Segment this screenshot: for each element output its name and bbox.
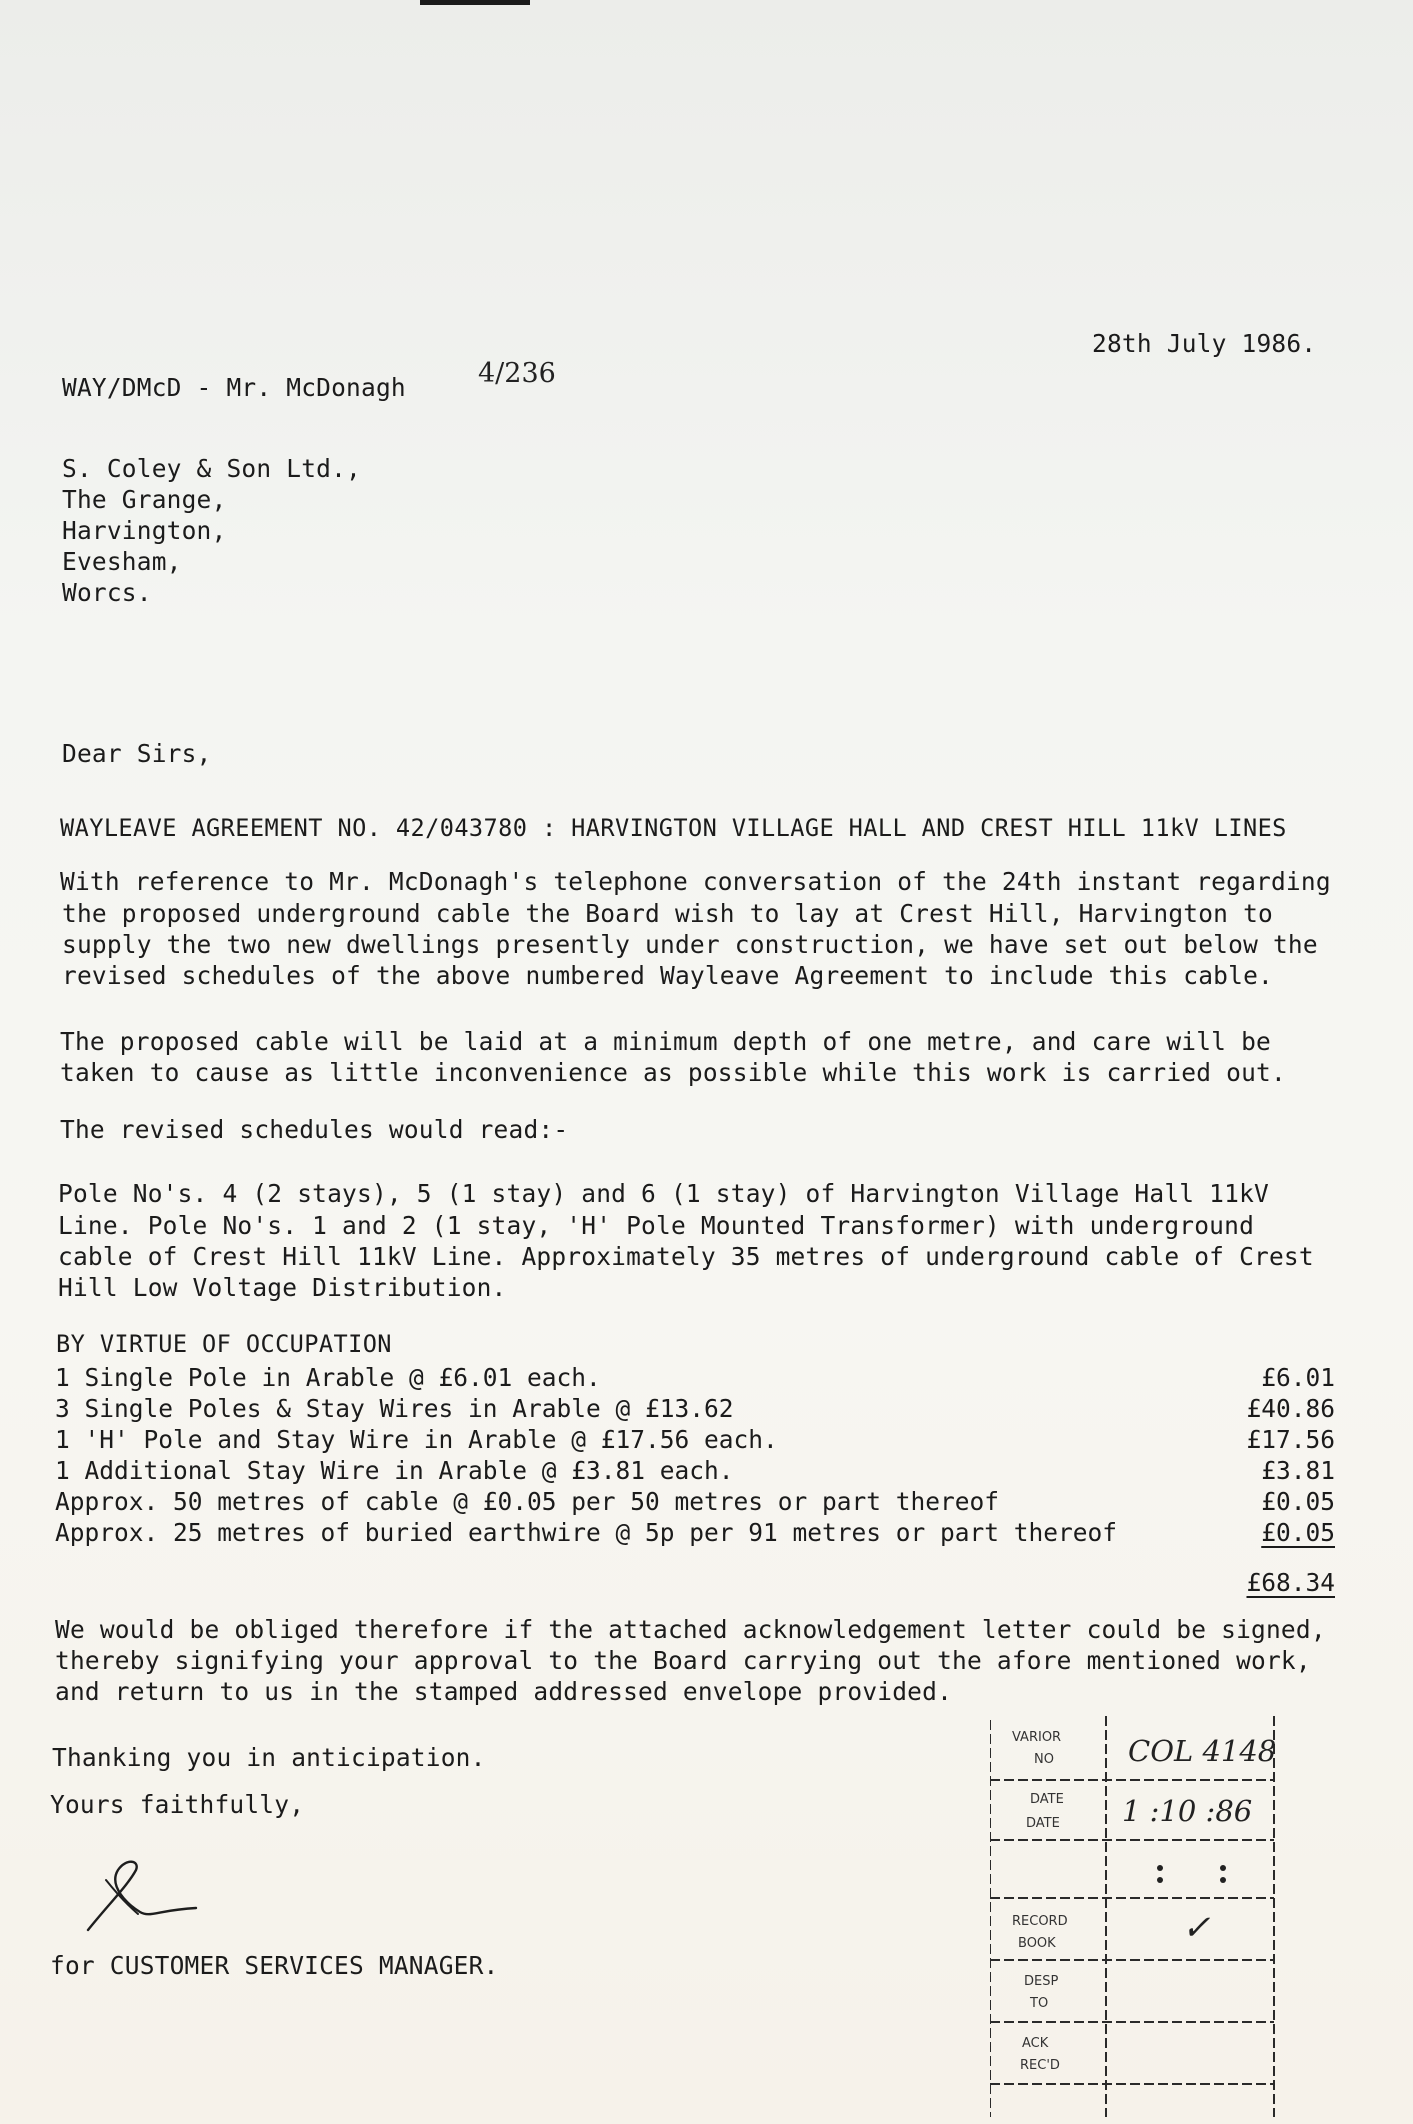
schedule-item: 1 'H' Pole and Stay Wire in Arable @ £17.56 each. <box>55 1425 778 1454</box>
paragraph-line: Line. Pole No's. 1 and 2 (1 stay, 'H' Pole Mounted Transformer) with underground <box>58 1211 1255 1240</box>
signature-image <box>78 1850 208 1940</box>
address-line: Worcs. <box>62 578 152 607</box>
letter-date: 28th July 1986. <box>1092 329 1317 358</box>
address-line: Evesham, <box>62 547 182 576</box>
stamp-label: RECORD <box>1012 1914 1068 1929</box>
paragraph-line: cable of Crest Hill 11kV Line. Approximately 35 metres of underground cable of Crest <box>58 1242 1314 1271</box>
stamp-blank-colon <box>1220 1877 1226 1883</box>
salutation: Dear Sirs, <box>62 739 212 768</box>
paragraph-line: the proposed underground cable the Board wish to lay at Crest Hill, Harvington to <box>62 899 1273 928</box>
paragraph-schedules-intro: The revised schedules would read:- <box>60 1115 569 1144</box>
file-number: 4/236 <box>478 358 556 389</box>
closing-thanks: Thanking you in anticipation. <box>52 1743 486 1772</box>
schedule-amount: £40.86 <box>1246 1394 1335 1423</box>
closing-yours: Yours faithfully, <box>50 1790 305 1819</box>
stamp-label: DATE <box>1030 1792 1064 1807</box>
stamp-date: 1 :10 :86 <box>1122 1794 1253 1828</box>
paragraph-line: Pole No's. 4 (2 stays), 5 (1 stay) and 6 (1 stay) of Harvington Village Hall 11kV <box>58 1179 1269 1208</box>
schedule-total-row <box>55 1567 1335 1598</box>
schedule-item: 3 Single Poles & Stay Wires in Arable @ £13.62 <box>55 1394 734 1423</box>
paragraph-line: supply the two new dwellings presently under construction, we have set out below the <box>62 930 1318 959</box>
signature-block: for CUSTOMER SERVICES MANAGER. <box>50 1951 499 1980</box>
stamp-blank-colon <box>1157 1877 1163 1883</box>
paragraph-line: thereby signifying your approval to the Board carrying out the afore mentioned work, <box>55 1646 1311 1675</box>
stamp-blank-colon <box>1220 1865 1226 1871</box>
paragraph-line: and return to us in the stamped addressed envelope provided. <box>55 1677 953 1706</box>
schedule-amount: £0.05 <box>1261 1518 1335 1547</box>
schedule-amount: £3.81 <box>1261 1456 1335 1485</box>
registry-stamp <box>990 1712 1280 2122</box>
stamp-label: DESP <box>1024 1974 1059 1989</box>
schedule-item: 1 Additional Stay Wire in Arable @ £3.81 each. <box>55 1456 734 1485</box>
address-line: Harvington, <box>62 516 227 545</box>
paragraph-line: taken to cause as little inconvenience as possible while this work is carried out. <box>60 1058 1286 1087</box>
stamp-label: BOOK <box>1018 1936 1056 1951</box>
paragraph-line: We would be obliged therefore if the attached acknowledgement letter could be signed, <box>55 1615 1326 1644</box>
schedule-amount: £17.56 <box>1246 1425 1335 1454</box>
schedule-amount: £6.01 <box>1261 1363 1335 1392</box>
schedule-row <box>55 1362 1335 1393</box>
schedule-row <box>55 1424 1335 1455</box>
address-line: The Grange, <box>62 485 227 514</box>
schedule-item: Approx. 50 metres of cable @ £0.05 per 50 metres or part thereof <box>55 1487 1000 1516</box>
address-line: S. Coley & Son Ltd., <box>62 454 362 483</box>
stamp-tick: ✓ <box>1182 1908 1211 1948</box>
schedule-amount: £0.05 <box>1261 1487 1335 1516</box>
paragraph-line: The proposed cable will be laid at a minimum depth of one metre, and care will be <box>60 1027 1271 1056</box>
schedule-row <box>55 1517 1335 1548</box>
reference-line: WAY/DMcD - Mr. McDonagh <box>62 373 406 402</box>
schedule-item: 1 Single Pole in Arable @ £6.01 each. <box>55 1363 601 1392</box>
paragraph-line: With reference to Mr. McDonagh's telephone conversation of the 24th instant regarding <box>60 867 1331 896</box>
paragraph-line: revised schedules of the above numbered Wayleave Agreement to include this cable. <box>62 961 1273 990</box>
stamp-label: TO <box>1030 1996 1049 2011</box>
subject-line: WAYLEAVE AGREEMENT NO. 42/043780 : HARVINGTON VILLAGE HALL AND CREST HILL 11kV LINES <box>60 814 1287 842</box>
schedule-row <box>55 1486 1335 1517</box>
stamp-blank-colon <box>1157 1865 1163 1871</box>
top-edge-mark <box>420 0 530 5</box>
schedule-item: Approx. 25 metres of buried earthwire @ 5p per 91 metres or part thereof <box>55 1518 1118 1547</box>
stamp-correspondence-number: COL 4148 <box>1128 1734 1277 1768</box>
stamp-label: NO <box>1034 1752 1054 1767</box>
stamp-label: REC'D <box>1020 2058 1060 2073</box>
schedule-row <box>55 1455 1335 1486</box>
stamp-label: VARIOR <box>1012 1730 1062 1745</box>
stamp-label: ACK <box>1022 2036 1049 2051</box>
stamp-label: DATE <box>1026 1816 1060 1831</box>
schedule-total: £68.34 <box>1246 1568 1335 1597</box>
schedule-row <box>55 1393 1335 1424</box>
paragraph-line: Hill Low Voltage Distribution. <box>58 1273 507 1302</box>
schedule-heading: BY VIRTUE OF OCCUPATION <box>56 1330 392 1358</box>
